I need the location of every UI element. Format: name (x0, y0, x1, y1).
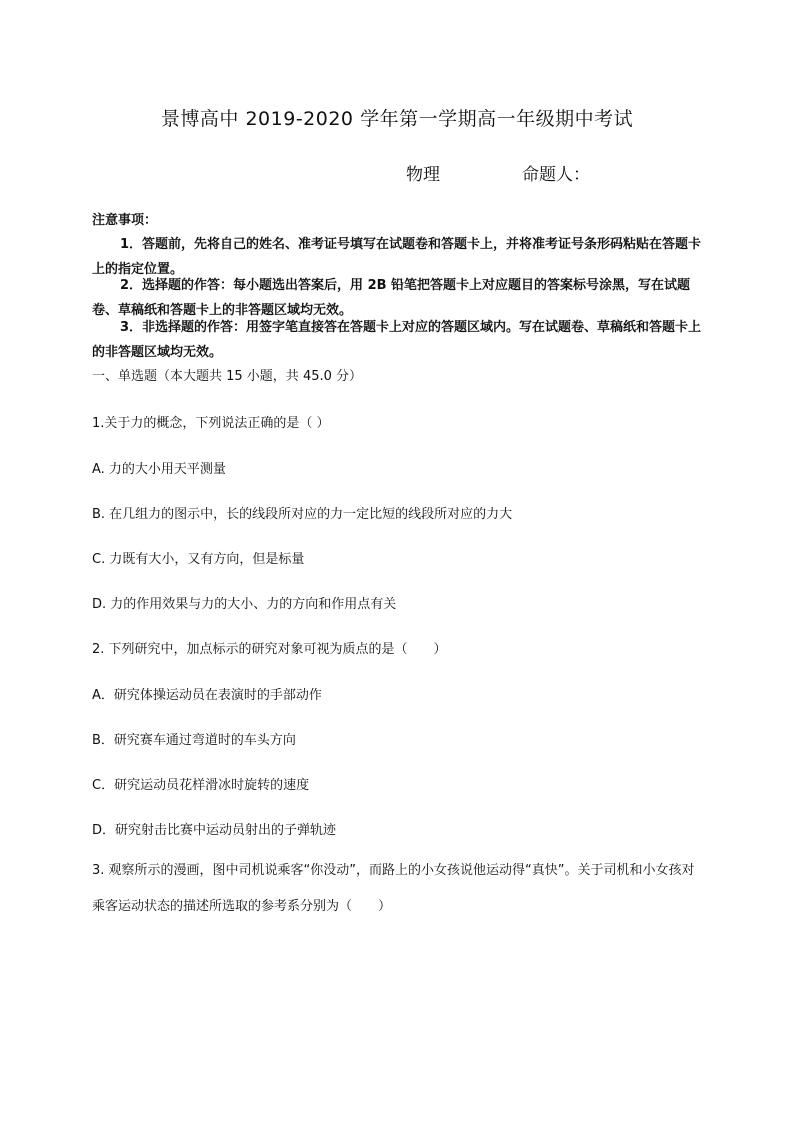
question-option: D. 力的作用效果与力的大小、力的方向和作用点有关 (92, 597, 397, 612)
note-item: 1．答题前，先将自己的姓名、准考证号填写在试题卷和答题卡上，并将准考证号条形码粘贴在答题卡上的指定位置。 (92, 237, 702, 277)
notes-heading: 注意事项： (92, 213, 158, 228)
exam-title: 景博高中 2019-2020 学年第一学期高一年级期中考试 (160, 108, 634, 130)
question-option: B．研究赛车通过弯道时的车头方向 (92, 733, 296, 748)
question-option: C. 力既有大小，又有方向，但是标量 (92, 552, 305, 567)
question-stem: 2. 下列研究中，加点标示的研究对象可视为质点的是（ ） (92, 642, 447, 657)
question-option: A．研究体操运动员在表演时的手部动作 (92, 688, 322, 703)
question-option: B. 在几组力的图示中，长的线段所对应的力一定比短的线段所对应的力大 (92, 507, 513, 522)
note-item: 3．非选择题的作答：用签字笔直接答在答题卡上对应的答题区域内。写在试题卷、草稿纸和答题卡上的非答题区域均无效。 (92, 320, 702, 360)
question-option: A. 力的大小用天平测量 (92, 462, 226, 477)
question-option: C．研究运动员花样滑冰时旋转的速度 (92, 778, 310, 793)
section-heading: 一、单选题（本大题共 15 小题，共 45.0 分） (92, 369, 363, 384)
author-label: 命题人： (522, 165, 590, 185)
note-item: 2．选择题的作答：每小题选出答案后，用 2B 铅笔把答题卡上对应题目的答案标号涂黑，写在试题卷、草稿纸和答题卡上的非答题区域均无效。 (92, 278, 691, 318)
subject-line (0, 160, 794, 184)
question-stem: 1.关于力的概念，下列说法正确的是（ ） (92, 416, 330, 431)
subject-label: 物理 (406, 165, 440, 185)
question-option: D．研究射击比赛中运动员射出的子弹轨迹 (92, 823, 337, 838)
question-stem: 3. 观察所示的漫画，图中司机说乘客“你没动”，而路上的小女孩说他运动得“真快”。关于司机和小女孩对乘客运动状态的描述所选取的参考系分别为（ ） (92, 863, 695, 914)
